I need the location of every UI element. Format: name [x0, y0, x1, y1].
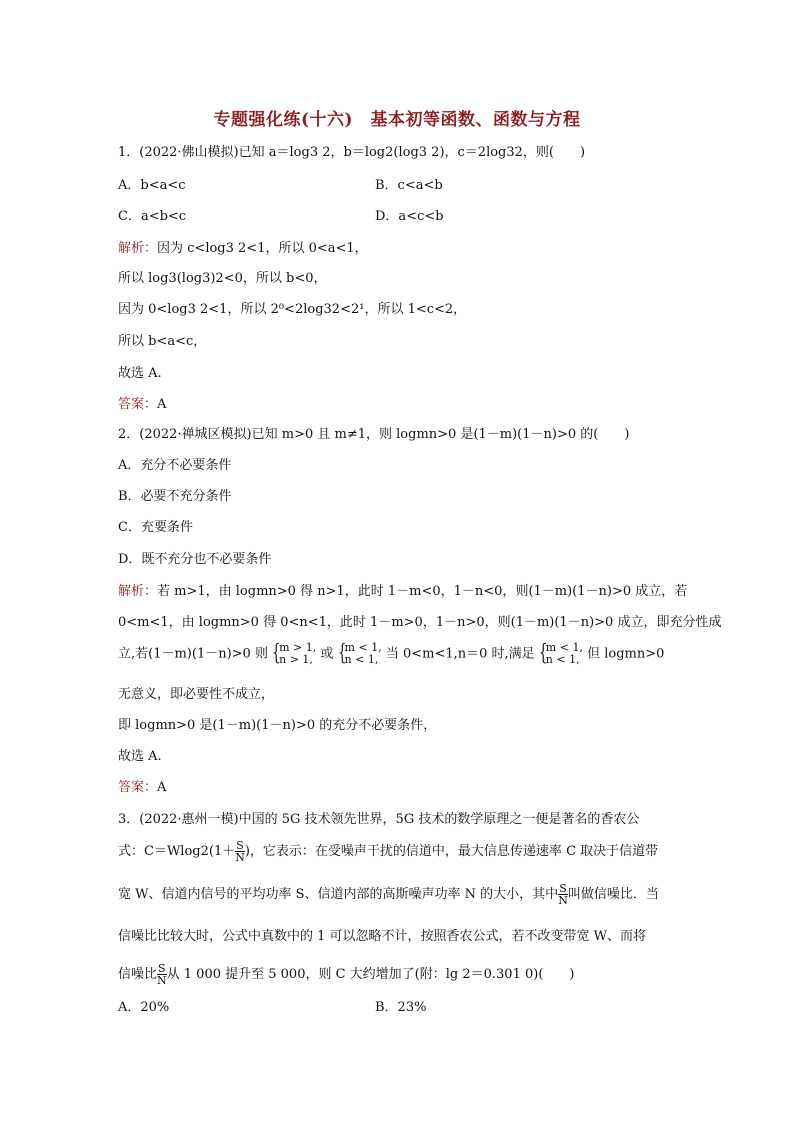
q2-option-c: C．充要条件 [118, 520, 193, 535]
q3-text: 式：C＝Wlog2(1＋ [118, 844, 236, 859]
q3-line: 3．(2022·惠州一模)中国的 5G 技术领先世界，5G 技术的数学原理之一便是著名的香农公 [118, 812, 640, 827]
q2-system-1 [272, 642, 316, 666]
q2-analysis-line [118, 583, 687, 601]
q1-analysis-line: 因为 0<log3 2<1，所以 2⁰<2log32<2¹，所以 1<c<2， [118, 302, 467, 317]
q2-system-3-row: n < 1, [545, 653, 580, 666]
q3-fraction-denominator: N [235, 851, 245, 864]
q2-stem: 2．(2022·禅城区模拟)已知 m>0 且 m≠1，则 logmn>0 是(1－m)(1－n)>0 的( ) [118, 427, 630, 442]
q1-answer [118, 396, 166, 414]
q1-stem: 1．(2022·佛山模拟)已知 a＝log3 2，b＝log2(log3 2)，c＝2log32，则( ) [118, 145, 586, 160]
q1-option-a: A．b<a<c [118, 178, 186, 193]
q2-option-a: A．充分不必要条件 [118, 458, 232, 473]
q2-system-1-row: { m > 1, [279, 641, 317, 654]
q3-text: )，它表示：在受噪声干扰的信道中，最大信息传递速率 C 取决于信道带 [244, 844, 659, 859]
q2-system-2-row: { m < 1, [344, 641, 382, 654]
q3-fraction-numerator: S [236, 839, 244, 852]
q3-fraction-denominator: N [157, 974, 167, 987]
q1-option-d: D．a<c<b [375, 209, 444, 224]
q1-analysis-line: 所以 b<a<c， [118, 334, 207, 349]
q1-option-c: C．a<b<c [118, 209, 187, 224]
q2-option-d: D．既不充分也不必要条件 [118, 552, 272, 567]
q2-answer [118, 779, 166, 797]
q1-analysis-text: 因为 c<log3 2<1，所以 0<a<1， [157, 241, 368, 256]
q2-analysis-text: 若 m>1，由 logmn>0 得 n>1，此时 1－m<0，1－n<0，则(1－m)(1－n)>0 成立，若 [157, 584, 688, 599]
q1-analysis-label: 解析： [118, 241, 158, 256]
q1-answer-label: 答案： [118, 397, 158, 412]
q1-analysis-line: 所以 log3(log3)2<0，所以 b<0， [118, 271, 327, 286]
q2-system-3-row: { m < 1, [545, 641, 583, 654]
q2-analysis-label: 解析： [118, 584, 158, 599]
q2-analysis-line: 故选 A. [118, 749, 162, 764]
q2-system-1-row: n > 1, [279, 653, 313, 666]
q3-line: 信噪比比较大时，公式中真数中的 1 可以忽略不计，按照香农公式，若不改变带宽 W、而将 [118, 929, 647, 944]
page-title: 专题强化练(十六) 基本初等函数、函数与方程 [213, 110, 581, 130]
q3-fraction [157, 963, 167, 986]
q2-answer-label: 答案： [118, 780, 158, 795]
q2-analysis-line [118, 642, 664, 666]
q3-text: 从 1 000 提升至 5 000，则 C 大约增加了(附：lg 2＝0.301 0)( ) [166, 967, 575, 982]
q3-text: 叫做信噪比．当 [567, 887, 659, 902]
q3-option-b: B．23% [375, 1000, 427, 1015]
q3-fraction-numerator: S [559, 882, 567, 895]
q2-answer-value: A [157, 780, 167, 795]
q2-analysis-text: 立,若(1－m)(1－n)>0 则 [118, 646, 268, 662]
q3-text: 信噪比 [118, 967, 158, 982]
q3-fraction-numerator: S [158, 962, 166, 975]
q2-analysis-line: 无意义，即必要性不成立， [118, 687, 275, 702]
q3-fraction [235, 840, 245, 863]
q2-system-2 [338, 642, 382, 666]
q2-analysis-text: 当 0<m<1,n＝0 时,满足 [385, 646, 535, 662]
q1-answer-value: A [157, 397, 167, 412]
q1-analysis-line: 故选 A. [118, 366, 162, 381]
q1-analysis-line [118, 240, 368, 258]
q2-analysis-text: 或 [320, 646, 334, 662]
q2-system-2-row: n < 1, [344, 653, 379, 666]
q3-line [118, 883, 659, 906]
q1-option-b: B．c<a<b [375, 178, 443, 193]
q2-analysis-line: 0<m<1，由 logmn>0 得 0<n<1，此时 1－m>0，1－n>0，则(1－m)(1－n)>0 成立，即充分性成 [118, 615, 722, 630]
q2-system-3 [539, 642, 583, 666]
q3-line [118, 840, 658, 863]
q2-option-b: B．必要不充分条件 [118, 489, 232, 504]
q3-option-a: A．20% [118, 1000, 170, 1015]
q3-line [118, 963, 574, 986]
q3-fraction-denominator: N [558, 894, 568, 907]
q2-analysis-text: 但 logmn>0 [587, 646, 665, 662]
q2-analysis-line: 即 logmn>0 是(1－m)(1－n)>0 的充分不必要条件， [118, 718, 437, 733]
q3-fraction [558, 883, 568, 906]
q3-text: 宽 W、信道内信号的平均功率 S、信道内部的高斯噪声功率 N 的大小，其中 [118, 887, 559, 902]
